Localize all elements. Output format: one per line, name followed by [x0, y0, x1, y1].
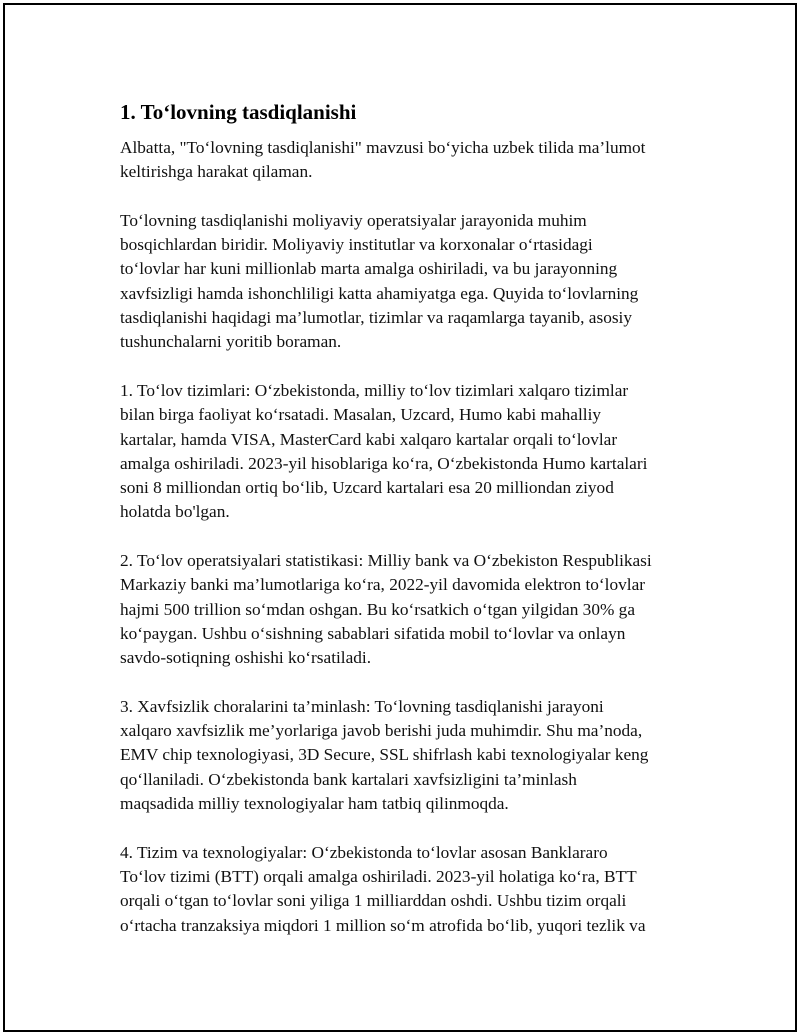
paragraph-security: 3. Xavfsizlik choralarini ta’minlash: To‘lovning tasdiqlanishi jarayoni xalqaro xavfsizlik me’yorlariga javob berishi juda muhimdir. Shu ma’noda, EMV chip texnologiyasi, 3D Secure, SSL shifrlash kabi texnologiyalar keng qo‘llaniladi. O‘zbekistonda bank kartalari xavfsizligini ta’minlash maqsadida milliy texnologiyalar ham tatbiq qilinmoqda. [120, 696, 649, 814]
paragraph-statistics: 2. To‘lov operatsiyalari statistikasi: Milliy bank va O‘zbekiston Respublikasi Markaziy banki ma’lumotlariga ko‘ra, 2022-yil davomida elektron to‘lovlar hajmi 500 trillion so‘mdan oshgan. Bu ko‘rsatkich o‘tgan yilgidan 30% ga ko‘paygan. Ushbu o‘sishning sabablari sifatida mobil to‘lovlar va onlayn savdo-sotiqning oshishi ko‘rsatiladi. [120, 551, 652, 668]
paragraph-technologies: 4. Tizim va texnologiyalar: O‘zbekistonda to‘lovlar asosan Banklararo To‘lov tizimi (BTT) orqali amalga oshiriladi. 2023-yil holatiga ko‘ra, BTT orqali o‘tgan to‘lovlar soni yiliga 1 milliarddan oshdi. Ushbu tizim orqali o‘rtacha tranzaksiya miqdori 1 million so‘m atrofida bo‘lib, yuqori tezlik va [120, 842, 646, 935]
document-body [120, 99, 700, 962]
document-page [3, 3, 797, 1032]
paragraph-overview: To‘lovning tasdiqlanishi moliyaviy operatsiyalar jarayonida muhim bosqichlardan biridir. Moliyaviy institutlar va korxonalar o‘rtasidagi to‘lovlar har kuni millionlab marta amalga oshiriladi, va bu jarayonning xavfsizligi hamda ishonchliligi katta ahamiyatga ega. Quyida to‘lovlarning tasdiqlanishi haqidagi ma’lumotlar, tizimlar va raqamlarga tayanib, asosiy tushunchalarni yoritib boraman. [120, 210, 639, 352]
paragraph-payment-systems: 1. To‘lov tizimlari: O‘zbekistonda, milliy to‘lov tizimlari xalqaro tizimlar bilan birga faoliyat ko‘rsatadi. Masalan, Uzcard, Humo kabi mahalliy kartalar, hamda VISA, MasterCard kabi xalqaro kartalar orqali to‘lovlar amalga oshiriladi. 2023-yil hisoblariga ko‘ra, O‘zbekistonda Humo kartalari soni 8 milliondan ortiq bo‘lib, Uzcard kartalari esa 20 milliondan ziyod holatda bo'lgan. [120, 380, 648, 522]
paragraph-intro: Albatta, "To‘lovning tasdiqlanishi" mavzusi bo‘yicha uzbek tilida ma’lumot keltirishga harakat qilaman. [120, 138, 646, 182]
section-heading: 1. To‘lovning tasdiqlanishi [120, 100, 357, 124]
